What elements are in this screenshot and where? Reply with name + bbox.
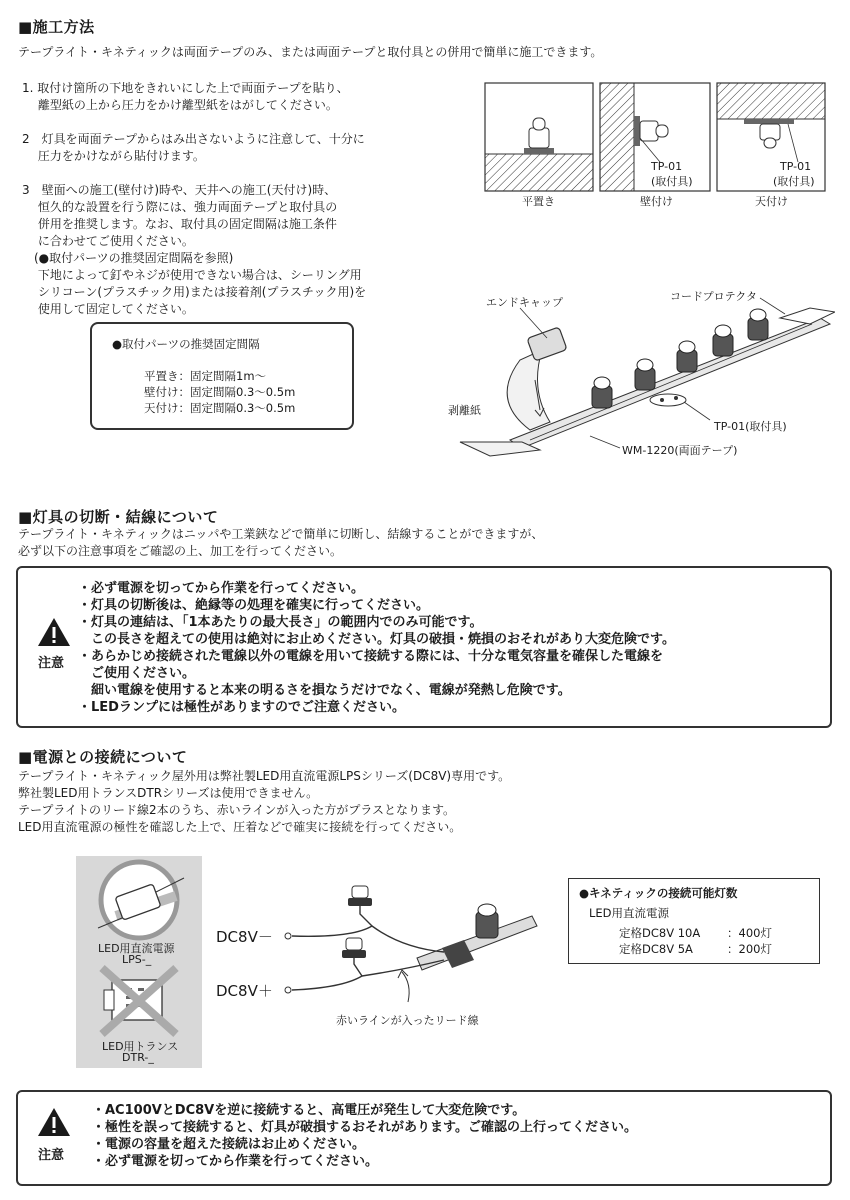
caption-wall: 壁付け [640,195,673,208]
cutting-warning-1: ・必ず電源を切ってから作業を行ってください。 [78,581,365,596]
release-paper-label: 剥離紙 [448,404,481,417]
tp01-ceiling-sub: (取付具) [773,175,815,188]
spacing-wall: 壁付け：固定間隔0.3～0.5m [144,385,296,399]
step-2-line-1: 2 灯具を両面テープからはみ出さないように注意して、十分に [22,132,365,146]
connection-row-2-count: ：200灯 [727,942,772,956]
lps-label-2: LPS-_ [122,953,152,966]
power-intro-4: LED用直流電源の極性を確認した上で、圧着などで確実に接続を行ってください。 [18,820,462,834]
power-warning-4: ・必ず電源を切ってから作業を行ってください。 [92,1154,379,1169]
tp01-wall-sub: (取付具) [651,175,693,188]
installation-steps [22,80,366,318]
step-3-line-6: 下地によって釘やネジが使用できない場合は、シーリング用 [22,268,362,282]
wiring-figure [212,868,542,1028]
step-1-line-1: 1. 取付け箇所の下地をきれいにした上で両面テープを貼り、 [22,81,349,95]
connection-row-1-spec: 定格DC8V 10A [619,926,701,940]
power-caution-label: 注意 [38,1148,65,1163]
caution-triangle-icon [36,1106,72,1138]
cutting-caution-label: 注意 [38,656,65,671]
cutting-warning-3: ・灯具の連結は、「1本あたりの最大長さ」の範囲内でのみ可能です。 [78,615,483,630]
power-caution-box [16,1090,832,1186]
connection-row-1-count: ：400灯 [727,926,772,940]
power-warning-3: ・電源の容量を超えた接続はお止めください。 [92,1137,366,1152]
cutting-warning-8: ・LEDランプには極性がありますのでご注意ください。 [78,700,405,715]
section-heading-cutting: ■灯具の切断・結線について [18,508,219,526]
step-3-line-2: 恒久的な設置を行う際には、強力両面テープと取付具の [22,200,338,214]
connection-row-2-spec: 定格DC8V 5A [619,942,693,956]
cutting-warning-5: ・あらかじめ接続された電線以外の電線を用いて接続する際には、十分な電気容量を確保した電線を [78,649,664,664]
power-intro-2: 弊社製LED用トランスDTRシリーズは使用できません。 [18,786,319,800]
section-heading-installation: ■施工方法 [18,18,95,36]
step-3-line-5: (●取付パーツの推奨固定間隔を参照) [22,251,234,265]
spacing-box [90,322,354,430]
power-unit-panel [76,856,202,1068]
dtr-label-1: LED用トランス [102,1040,179,1053]
flat-install-figure [485,83,593,191]
connection-count-subtitle: LED用直流電源 [589,906,670,920]
cutting-warnings [78,580,675,716]
red-line-label: 赤いラインが入ったリード線 [336,1014,479,1027]
cutting-warning-2: ・灯具の切断後は、絶縁等の処理を確実に行ってください。 [78,598,430,613]
cutting-warning-4: この長さを超えての使用は絶対にお止めください。灯具の破損・焼損のおそれがあり大変危険です。 [78,632,675,647]
power-intro-3: テープライトのリード線2本のうち、赤いラインが入った方がプラスとなります。 [18,803,455,817]
caption-flat: 平置き [522,195,555,208]
power-warning-2: ・極性を誤って接続すると、灯具が破損するおそれがあります。ご確認の上行ってください。 [92,1120,637,1135]
tp01-wall-label: TP-01 [651,160,683,173]
section-heading-power: ■電源との接続について [18,748,188,766]
step-2-line-2: 圧力をかけながら貼付けます。 [22,149,205,163]
power-warning-1: ・AC100VとDC8Vを逆に接続すると、高電圧が発生して大変危険です。 [92,1103,526,1118]
tp01-ceiling-label: TP-01 [780,160,812,173]
tp01-strip-label: TP-01(取付具) [714,420,787,433]
step-3-line-7: シリコーン(プラスチック用)または接着剤(プラスチック用)を [22,285,367,299]
connection-count-box [568,878,820,964]
cutting-intro-2: 必ず以下の注意事項をご確認の上、加工を行ってください。 [18,544,343,558]
end-cap-label: エンドキャップ [486,296,563,309]
dc-plus-label: DC8V＋ [216,982,273,1000]
cutting-warning-7: 細い電線を使用すると本来の明るさを損なうだけでなく、電線が発熱し危険です。 [78,683,571,698]
step-3-line-8: 使用して固定してください。 [22,302,194,316]
lps-label-1: LED用直流電源 [98,942,175,955]
caption-ceiling: 天付け [755,195,788,208]
spacing-ceiling: 天付け：固定間隔0.3～0.5m [144,401,296,415]
step-1-line-2: 離型紙の上から圧力をかけ離型紙をはがしてください。 [22,98,338,112]
caution-triangle-icon [36,616,72,648]
cutting-warning-6: ご使用ください。 [78,666,196,681]
step-3-line-3: 併用を推奨します。なお、取付具の固定間隔は施工条件 [22,217,337,231]
cutting-intro-1: テープライト・キネティックはニッパや工業鋏などで簡単に切断し、結線することができますが、 [18,527,544,541]
spacing-flat: 平置き：固定間隔1m～ [144,369,267,383]
step-3-line-4: に合わせてご使用ください。 [22,234,194,248]
tape-label: WM-1220(両面テープ) [622,444,738,457]
step-3-line-1: 3 壁面への施工(壁付け)時や、天井への施工(天付け)時、 [22,183,337,197]
power-warnings [92,1102,637,1170]
dc-minus-label: DC8V－ [216,928,273,946]
spacing-box-title: ●取付パーツの推奨固定間隔 [112,337,260,351]
connection-count-title: ●キネティックの接続可能灯数 [579,886,738,900]
installation-intro: テープライト・キネティックは両面テープのみ、または両面テープと取付具との併用で簡単に施工できます。 [18,45,603,59]
cutting-caution-box [16,566,832,728]
power-intro-1: テープライト・キネティック屋外用は弊社製LED用直流電源LPSシリーズ(DC8V)専用です。 [18,769,511,783]
cord-protector-label: コードプロテクタ [670,290,758,303]
power-intro [18,768,510,836]
dtr-label-2: DTR-_ [122,1051,154,1064]
